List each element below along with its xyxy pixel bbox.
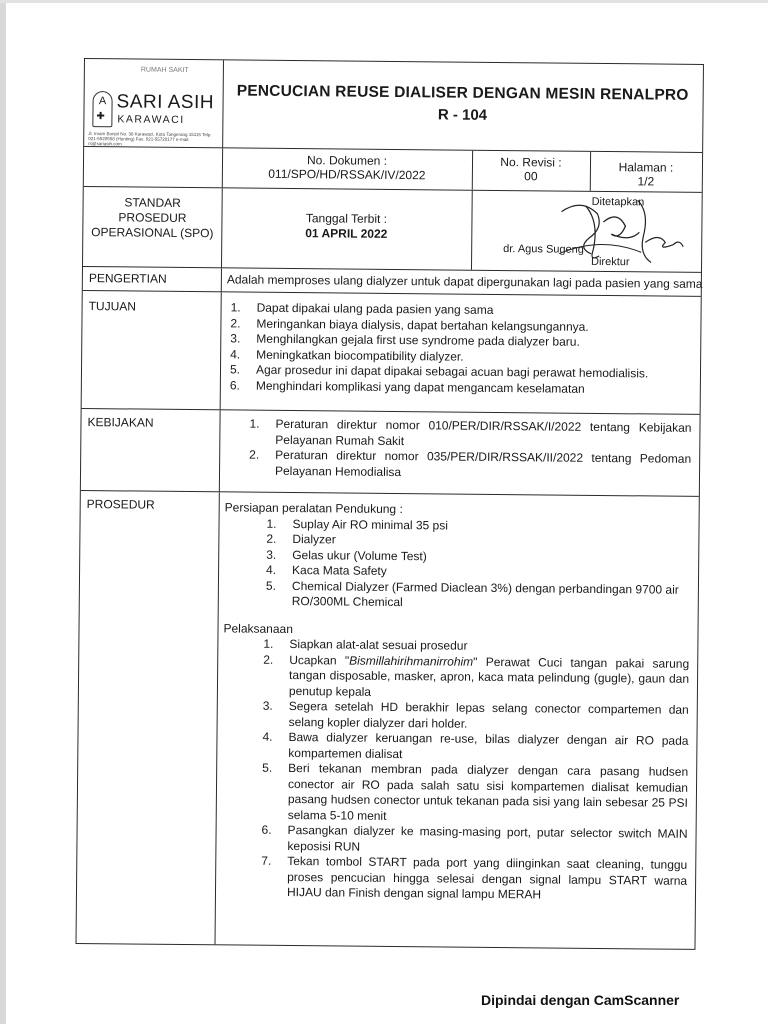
approved-label: Ditetapkan (591, 195, 645, 209)
list-item-number: 4. (230, 346, 241, 362)
doc-number-label: No. Dokumen : (306, 153, 388, 168)
tujuan-list (228, 300, 693, 397)
divider (214, 492, 219, 944)
list-item-text: Bawa dialyzer keruangan re-use, bilas dialyzer dengan air RO pada kompartemen dialisat (288, 729, 689, 761)
list-item (264, 578, 690, 613)
list-item-text: Dapat dipakai ulang pada pasien yang sama (256, 300, 494, 317)
list-item-text: Peraturan direktur nomor 010/PER/DIR/RSSAK/I/2022 tentang Kebijakan Pelayanan Rumah Sakit (275, 416, 692, 448)
spo-label-line-1: STANDAR (124, 195, 181, 210)
doc-number-value: 011/SPO/HD/RSSAK/IV/2022 (268, 166, 426, 183)
page-value: 1/2 (637, 174, 655, 189)
logo-org-sub: KARAWACI (117, 113, 185, 126)
logo-mark-icon: A (92, 91, 112, 127)
spo-label-line-3: OPERASIONAL (SPO) (91, 225, 214, 241)
list-item-number: 1. (249, 416, 260, 431)
section-kebijakan (81, 409, 700, 497)
approval-cell (471, 191, 702, 273)
header-row (84, 59, 703, 153)
exec-heading: Pelaksanaan (223, 620, 293, 636)
list-item-text: Siapkan alat-alat sesuai prosedur (289, 636, 468, 653)
list-item-number: 2. (230, 315, 241, 331)
doc-number-cell (222, 152, 472, 182)
list-item (260, 761, 689, 827)
signer-name: dr. Agus Sugeng (503, 243, 584, 256)
list-item-text: Segera setelah HD berakhir lepas selang conector compartemen dan selang kopler dialyzer dari holder. (288, 698, 689, 731)
list-item-number: 1. (266, 516, 277, 531)
kebijakan-list (247, 417, 692, 483)
kebijakan-label: KEBIJAKAN (87, 415, 154, 430)
section-prosedur (77, 491, 699, 949)
list-item-number: 2. (266, 531, 277, 546)
issue-date-cell (221, 210, 471, 242)
list-item-number: 5. (262, 760, 273, 775)
camscanner-watermark: Dipindai dengan CamScanner (481, 992, 680, 1008)
tujuan-label: TUJUAN (88, 299, 137, 314)
list-item-text: Menghilangkan gejala first use syndrome pada dialyzer baru. (256, 331, 580, 349)
revision-value: 00 (524, 169, 538, 184)
list-item-number: 3. (262, 698, 273, 713)
list-item-number: 1. (263, 636, 274, 651)
pengertian-label: PENGERTIAN (88, 271, 167, 286)
list-item-number: 2. (249, 447, 260, 462)
signature-icon (541, 191, 702, 271)
spo-row (83, 187, 702, 273)
list-item-text: Gelas ukur (Volume Test) (292, 547, 427, 563)
revision-cell (472, 155, 590, 184)
list-item-text: Peraturan direktur nomor 035/PER/DIR/RSSAK/II/2022 tentang Pedoman Pelayanan Hemodialisa (274, 447, 692, 479)
list-item-text: Beri tekanan membran pada dialyzer dengan cara pasang hudsen conector air RO pada salah satu sisi kompartemen dialisat kemudian pasang hudsen conector untuk tekanan pada sisi yang lain sebesar 25 PSI selama 5-10 menit (287, 760, 689, 823)
spo-label-line-2: PROSEDUR (118, 210, 187, 225)
pengertian-text: Adalah memproses ulang dialyzer untuk dapat dipergunakan lagi pada pasien yang sama (226, 272, 703, 291)
list-item (228, 378, 692, 398)
list-item-text: " Perawat Cuci tangan pakai sarung tangan disposable, masker, apron, kaca mata pelindung (gugle), gaun dan penutup kepala (288, 654, 690, 699)
list-item-text: Tekan tombol START pada port yang diinginkan saat cleaning, tunggu proses pencucian hingga selesai dengan signal lampu START warna HIJAU dan Finish dengan signal lampu MERAH (286, 853, 688, 902)
list-item (260, 730, 688, 765)
document-title (222, 60, 703, 153)
issue-date-label: Tanggal Terbit : (305, 211, 388, 226)
list-item-emphasis: Bismillahirihmanirrohim (349, 653, 474, 669)
spo-label (83, 195, 221, 241)
list-item-text: Menghindari komplikasi yang dapat mengancam keselamatan (255, 378, 585, 396)
divider (219, 410, 221, 491)
title-line-1: PENCUCIAN REUSE DIALISER DENGAN MESIN RENALPRO (236, 82, 689, 104)
divider (220, 292, 222, 409)
page-cell (590, 160, 702, 189)
list-item (259, 854, 687, 905)
revision-label: No. Revisi : (500, 155, 562, 170)
prep-heading: Persiapan peralatan Pendukung : (224, 500, 403, 517)
list-item-number: 4. (262, 729, 273, 744)
list-item-number: 2. (263, 652, 274, 667)
list-item-text: Chemical Dialyzer (Farmed Diaclean 3%) dengan perbandingan 9700 air RO/300ML Chemical (291, 578, 679, 610)
list-item (261, 652, 689, 703)
list-item-text: Meringankan biaya dialysis, dapat bertahan kelangsungannya. (256, 316, 589, 334)
list-item-text: Agar prosedur ini dapat dipakai sebagai acuan bagi perawat hemodialisis. (255, 362, 649, 381)
list-item-number: 6. (229, 377, 240, 393)
prosedur-label: PROSEDUR (86, 497, 155, 512)
list-item (259, 823, 687, 858)
logo-address: Jl. Imam Bonjol No. 38 Karawaci, Kota Tangerang 15115 Telp. 021-5520558 (Hunting) Fax. 021-55720177 e-mail: rs@sariasih.com (88, 131, 212, 147)
cross-icon: ✚ (96, 111, 105, 123)
list-item (247, 417, 691, 452)
issue-date-value: 01 APRIL 2022 (305, 226, 388, 241)
divider (221, 268, 222, 291)
list-item-text: Pasangkan dialyzer ke masing-masing port, putar selector switch MAIN keposisi RUN (287, 822, 688, 854)
list-item-text: Dialyzer (292, 532, 336, 547)
logo-org-name: SARI ASIH (116, 91, 215, 114)
title-line-2: R - 104 (437, 106, 488, 124)
list-item-text: Ucapkan " (289, 652, 350, 668)
list-item-number: 4. (266, 562, 277, 577)
list-item (261, 699, 689, 734)
signer-title: Direktur (591, 255, 630, 269)
prosedur-content (221, 500, 691, 904)
page-label: Halaman : (618, 160, 674, 175)
list-item-number: 7. (261, 853, 272, 868)
exec-list (221, 636, 690, 904)
list-item-number: 6. (261, 822, 272, 837)
list-item-number: 5. (265, 578, 277, 593)
list-item-number: 1. (230, 300, 241, 315)
list-item-text: Meningkatkan biocompatibility dialyzer. (256, 347, 464, 364)
list-item-number: 5. (229, 362, 241, 377)
hospital-logo (84, 59, 223, 148)
section-tujuan (82, 291, 701, 415)
prep-list (224, 516, 691, 613)
logo-tagline: RUMAH SAKIT (140, 66, 189, 75)
meta-row (84, 147, 702, 193)
spo-document (75, 58, 703, 950)
list-item-number: 3. (266, 547, 277, 562)
list-item-number: 3. (230, 331, 241, 346)
scan-edge (0, 0, 6, 1024)
scan-edge-top (0, 0, 768, 3)
list-item (247, 448, 691, 483)
list-item-text: Suplay Air RO minimal 35 psi (292, 516, 448, 533)
list-item-text: Kaca Mata Safety (292, 563, 387, 578)
